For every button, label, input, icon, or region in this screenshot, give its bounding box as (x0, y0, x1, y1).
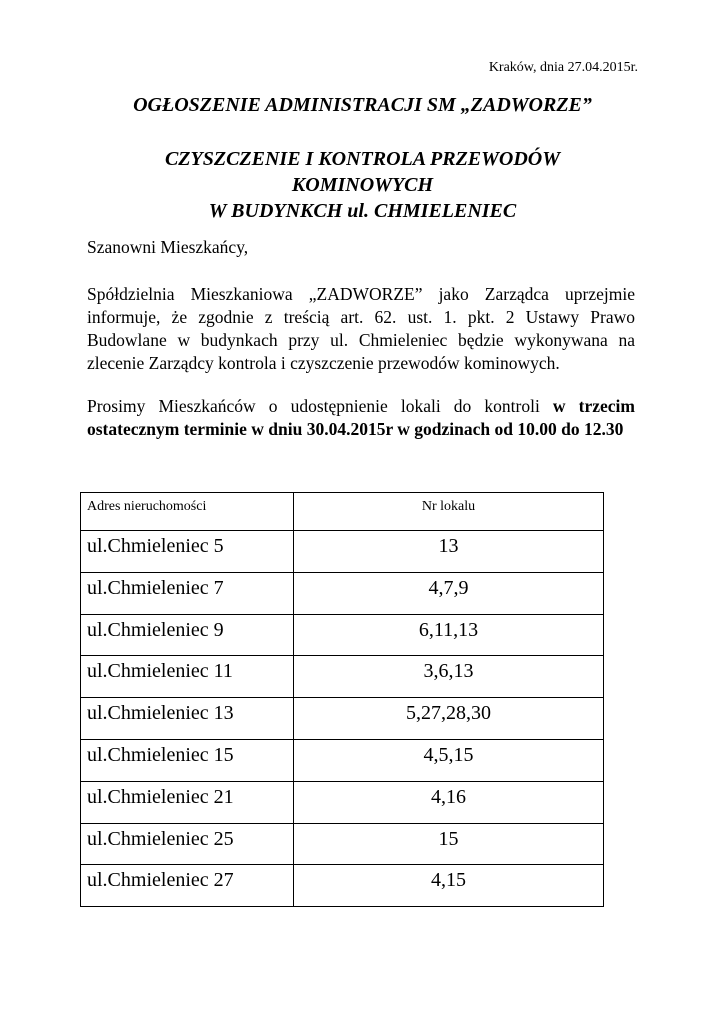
paragraph-request (87, 395, 635, 441)
table-row (81, 698, 604, 740)
request-date-emphasis: w trzecim ostatecznym terminie w dniu 30.04.2015r w godzinach od 10.00 do 12.30 (87, 396, 635, 439)
table-row (81, 531, 604, 573)
unit-numbers-cell: 3,6,13 (294, 656, 604, 698)
greeting: Szanowni Mieszkańcy, (87, 237, 249, 257)
unit-numbers-cell: 13 (294, 531, 604, 573)
unit-numbers-cell: 15 (294, 823, 604, 865)
announcement-subtitle (0, 146, 725, 224)
address-cell: ul.Chmieleniec 11 (81, 656, 294, 698)
subtitle-line: W BUDYNKCH ul. CHMIELENIEC (208, 200, 517, 222)
apartments-table (80, 492, 604, 907)
table-row (81, 656, 604, 698)
address-cell: ul.Chmieleniec 13 (81, 698, 294, 740)
table-row (81, 781, 604, 823)
unit-numbers-cell: 6,11,13 (294, 614, 604, 656)
column-header-address: Adres nieruchomości (81, 493, 294, 531)
column-header-unit: Nr lokalu (294, 493, 604, 531)
table-row (81, 739, 604, 781)
subtitle-line: CZYSZCZENIE I KONTROLA PRZEWODÓW (164, 148, 561, 170)
request-text: Prosimy Mieszkańców o udostępnienie lokali do kontroli (87, 396, 553, 416)
unit-numbers-cell: 4,16 (294, 781, 604, 823)
subtitle-line: KOMINOWYCH (291, 174, 434, 196)
unit-numbers-cell: 5,27,28,30 (294, 698, 604, 740)
address-cell: ul.Chmieleniec 21 (81, 781, 294, 823)
table-header-row (81, 493, 604, 531)
table-row (81, 865, 604, 907)
paragraph-notice: Spółdzielnia Mieszkaniowa „ZADWORZE” jako Zarządca uprzejmie informuje, że zgodnie z treścią art. 62. ust. 1. pkt. 2 Ustawy Prawo Budowlane w budynkach przy ul. Chmieleniec będzie wykonywana na zlecenie Zarządcy kontrola i czyszczenie przewodów kominowych. (87, 284, 635, 373)
unit-numbers-cell: 4,7,9 (294, 572, 604, 614)
address-cell: ul.Chmieleniec 25 (81, 823, 294, 865)
table-row (81, 572, 604, 614)
table-row (81, 823, 604, 865)
address-cell: ul.Chmieleniec 7 (81, 572, 294, 614)
table-row (81, 614, 604, 656)
place-date: Kraków, dnia 27.04.2015r. (488, 60, 638, 75)
address-cell: ul.Chmieleniec 5 (81, 531, 294, 573)
address-cell: ul.Chmieleniec 15 (81, 739, 294, 781)
address-cell: ul.Chmieleniec 27 (81, 865, 294, 907)
unit-numbers-cell: 4,15 (294, 865, 604, 907)
announcement-title: OGŁOSZENIE ADMINISTRACJI SM „ZADWORZE” (133, 94, 592, 116)
address-cell: ul.Chmieleniec 9 (81, 614, 294, 656)
unit-numbers-cell: 4,5,15 (294, 739, 604, 781)
